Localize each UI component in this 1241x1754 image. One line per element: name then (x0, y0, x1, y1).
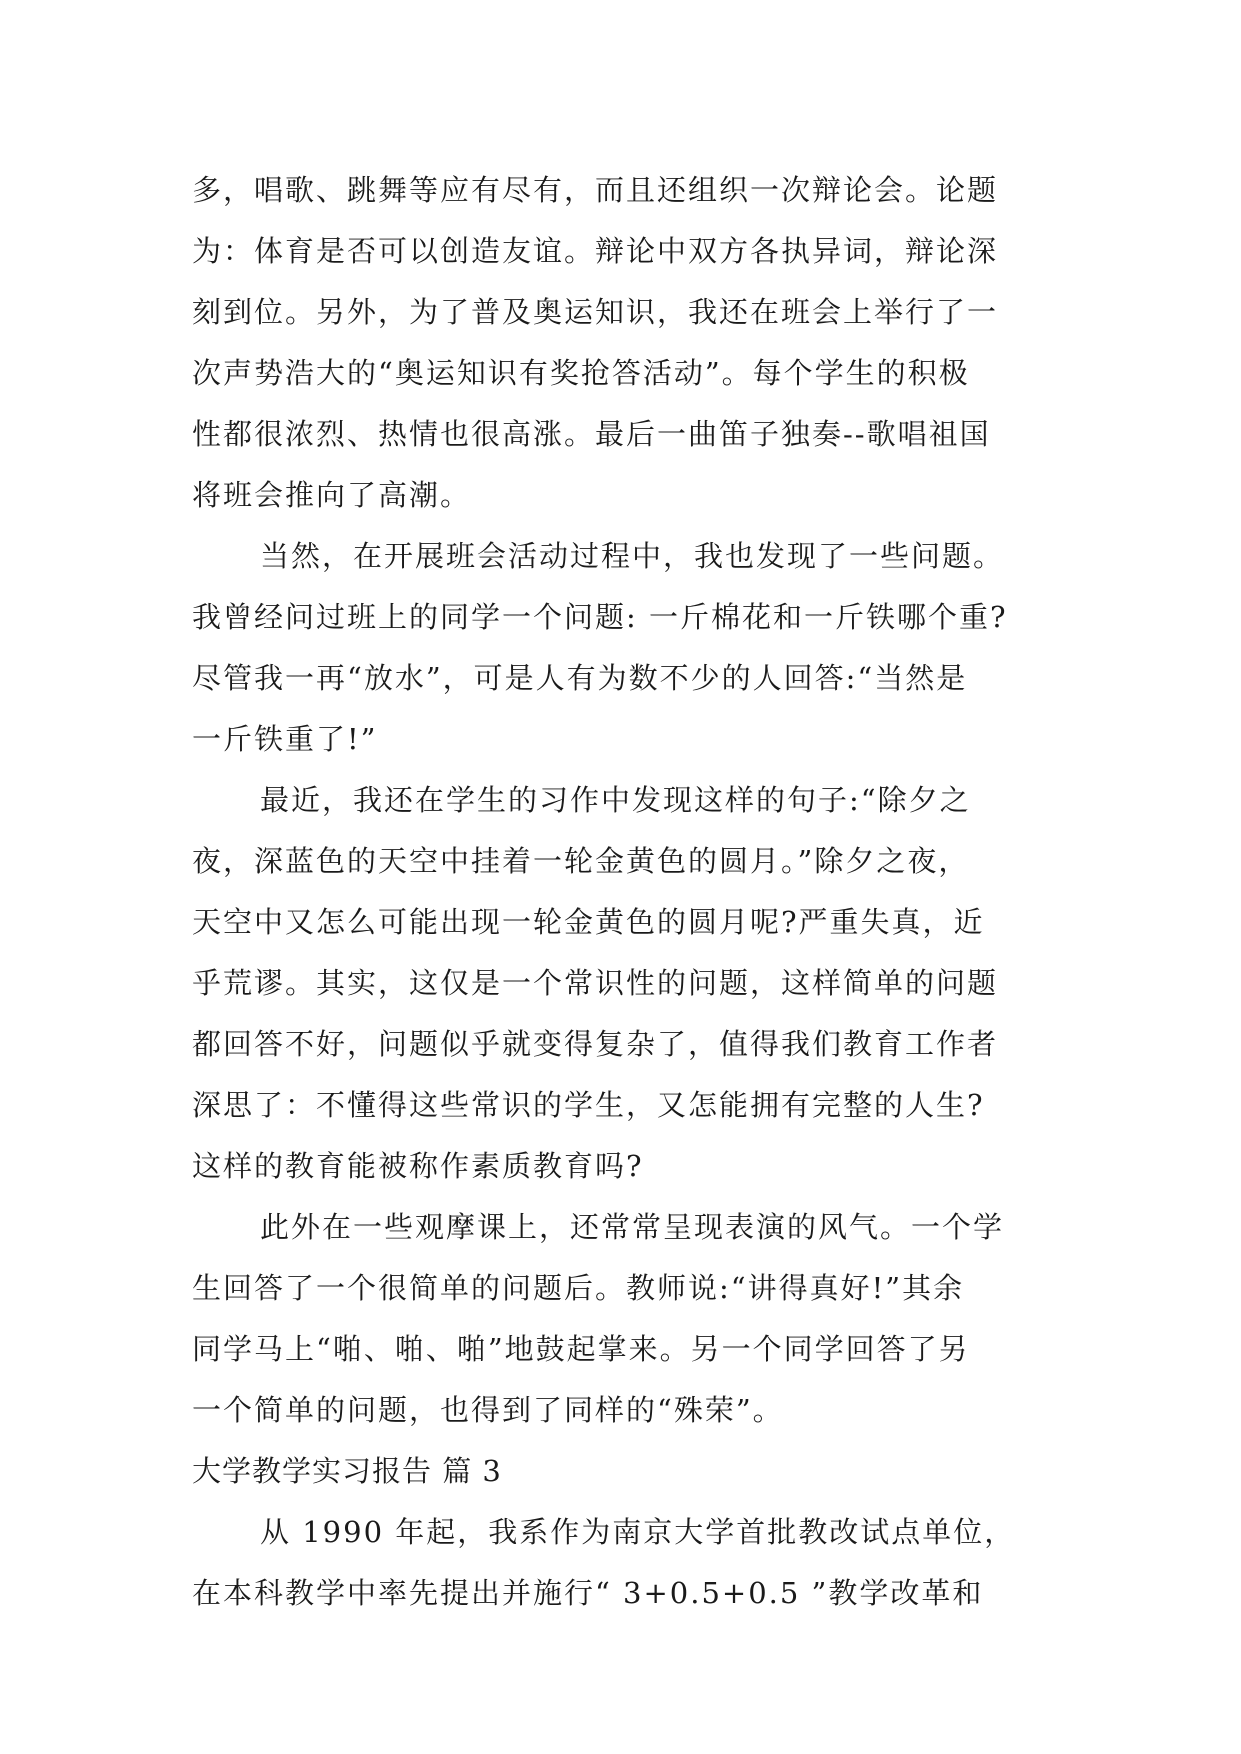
text-line: 一个简单的问题，也得到了同样的“殊荣”。 (192, 1393, 784, 1427)
text-line: 这样的教育能被称作素质教育吗? (192, 1149, 644, 1183)
section-heading: 大学教学实习报告 篇 3 (192, 1454, 502, 1488)
text-line: 天空中又怎么可能出现一轮金黄色的圆月呢?严重失真，近 (192, 905, 985, 939)
document-body (192, 160, 1062, 1624)
paragraph-block (192, 1502, 1062, 1624)
text-line: 当然，在开展班会活动过程中，我也发现了一些问题。 (260, 539, 1005, 573)
text-line: 最近，我还在学生的习作中发现这样的句子:“除夕之 (260, 783, 971, 817)
text-line: 将班会推向了高潮。 (192, 478, 472, 512)
text-line: 夜，深蓝色的天空中挂着一轮金黄色的圆月。”除夕之夜， (192, 844, 970, 878)
text-line: 性都很浓烈、热情也很高涨。最后一曲笛子独奏--歌唱祖国 (192, 417, 991, 451)
text-line: 深思了：不懂得这些常识的学生，又怎能拥有完整的人生? (192, 1088, 985, 1122)
text-line: 此外在一些观摩课上，还常常呈现表演的风气。一个学 (260, 1210, 1005, 1244)
text-line: 都回答不好，问题似乎就变得复杂了，值得我们教育工作者 (192, 1027, 999, 1061)
text-line: 次声势浩大的“奥运知识有奖抢答活动”。每个学生的积极 (192, 356, 970, 390)
text-line: 同学马上“啪、啪、啪”地鼓起掌来。另一个同学回答了另 (192, 1332, 970, 1366)
text-line: 一斤铁重了!” (192, 722, 378, 756)
text-line: 为：体育是否可以创造友谊。辩论中双方各执异词，辩论深 (192, 234, 999, 268)
paragraph-block (192, 160, 1062, 1441)
text-line: 我曾经问过班上的同学一个问题: 一斤棉花和一斤铁哪个重? (192, 600, 1008, 634)
text-line: 乎荒谬。其实，这仅是一个常识性的问题，这样简单的问题 (192, 966, 999, 1000)
text-line: 从 1990 年起，我系作为南京大学首批教改试点单位， (260, 1515, 1016, 1549)
text-line: 多，唱歌、跳舞等应有尽有，而且还组织一次辩论会。论题 (192, 173, 999, 207)
text-line: 生回答了一个很简单的问题后。教师说:“讲得真好!”其余 (192, 1271, 965, 1305)
text-line: 刻到位。另外，为了普及奥运知识，我还在班会上举行了一 (192, 295, 999, 329)
text-line: 在本科教学中率先提出并施行“ 3+0.5+0.5 ”教学改革和 (192, 1576, 984, 1610)
text-line: 尽管我一再“放水”，可是人有为数不少的人回答:“当然是 (192, 661, 968, 695)
